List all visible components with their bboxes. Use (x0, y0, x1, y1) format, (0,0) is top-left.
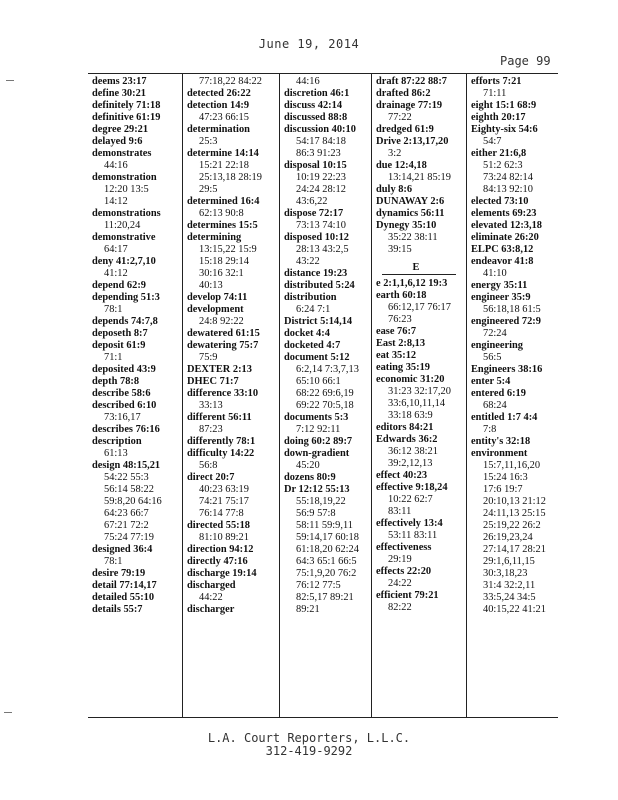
index-entry: demonstration (92, 172, 157, 183)
index-entry-continuation: 69:22 70:5,18 (296, 400, 354, 411)
index-entry: directed 55:18 (187, 520, 251, 531)
index-entry: depend 62:9 (92, 280, 146, 291)
index-entry-continuation: 35:22 38:11 (388, 232, 438, 243)
index-entry: energy 35:11 (471, 280, 528, 291)
index-entry-continuation: 61:13 (104, 448, 128, 459)
index-entry: determination (187, 124, 250, 135)
index-entry: determined 16:4 (187, 196, 260, 207)
index-entry: effect 40:23 (376, 470, 428, 481)
index-entry-continuation: 10:22 62:7 (388, 494, 433, 505)
index-entry-continuation: 65:10 66:1 (296, 376, 341, 387)
index-entry: demonstrations (92, 208, 161, 219)
index-entry: disposal 10:15 (284, 160, 347, 171)
index-entry: disposed 10:12 (284, 232, 349, 243)
index-entry: describe 58:6 (92, 388, 151, 399)
index-entry: difficulty 14:22 (187, 448, 255, 459)
index-entry: design 48:15,21 (92, 460, 161, 471)
index-entry: detection 14:9 (187, 100, 250, 111)
index-entry: determines 15:5 (187, 220, 258, 231)
index-entry: editors 84:21 (376, 422, 434, 433)
index-entry-continuation: 43:6,22 (296, 196, 328, 207)
index-entry-continuation: 74:21 75:17 (199, 496, 249, 507)
index-entry-continuation: 68:24 (483, 400, 507, 411)
index-entry: detected 26:22 (187, 88, 251, 99)
index-entry: difference 33:10 (187, 388, 259, 399)
index-entry-continuation: 33:6,10,11,14 (388, 398, 446, 409)
index-entry-continuation: 11:20,24 (104, 220, 141, 231)
index-entry-continuation: 89:21 (296, 604, 320, 615)
index-entry-continuation: 56:14 58:22 (104, 484, 154, 495)
index-entry-continuation: 77:18,22 84:22 (199, 76, 262, 87)
index-entry: dredged 61:9 (376, 124, 434, 135)
index-entry-continuation: 17:6 19:7 (483, 484, 523, 495)
index-entry-continuation: 41:12 (104, 268, 128, 279)
index-entry: efficient 79:21 (376, 590, 439, 601)
index-entry: due 12:4,18 (376, 160, 427, 171)
index-entry: degree 29:21 (92, 124, 149, 135)
index-entry: down-gradient (284, 448, 350, 459)
index-entry: Dynegy 35:10 (376, 220, 437, 231)
index-entry-continuation: 73:24 82:14 (483, 172, 533, 183)
index-entry: District 5:14,14 (284, 316, 353, 327)
index-entry-continuation: 86:3 91:23 (296, 148, 341, 159)
index-entry: draft 87:22 88:7 (376, 76, 447, 87)
index-entry-continuation: 82:22 (388, 602, 412, 613)
index-entry-continuation: 77:22 (388, 112, 412, 123)
index-entry-continuation: 64:17 (104, 244, 128, 255)
index-entry-continuation: 39:2,12,13 (388, 458, 433, 469)
index-entry-continuation: 75:1,9,20 76:2 (296, 568, 357, 579)
index-entry: dewatered 61:15 (187, 328, 260, 339)
index-entry: engineering (471, 340, 523, 351)
index-entry: effectiveness (376, 542, 432, 553)
index-entry-continuation: 28:13 43:2,5 (296, 244, 349, 255)
index-entry: discharged (187, 580, 236, 591)
index-entry: direct 20:7 (187, 472, 235, 483)
index-entry: endeavor 41:8 (471, 256, 534, 267)
index-entry: designed 36:4 (92, 544, 153, 555)
index-entry-continuation: 31:4 32:2,11 (483, 580, 536, 591)
index-entry-continuation: 64:3 65:1 66:5 (296, 556, 357, 567)
index-entry: detailed 55:10 (92, 592, 155, 603)
index-entry-continuation: 45:20 (296, 460, 320, 471)
index-entry-continuation: 68:22 69:6,19 (296, 388, 354, 399)
index-entry: dynamics 56:11 (376, 208, 445, 219)
index-entry-continuation: 15:21 22:18 (199, 160, 249, 171)
index-entry-continuation: 33:18 63:9 (388, 410, 433, 421)
index-entry: define 30:21 (92, 88, 146, 99)
index-entry-continuation: 40:23 63:19 (199, 484, 249, 495)
index-entry-continuation: 73:13 74:10 (296, 220, 346, 231)
index-entry: eight 15:1 68:9 (471, 100, 537, 111)
index-entry: East 2:8,13 (376, 338, 426, 349)
index-entry-continuation: 67:21 72:2 (104, 520, 149, 531)
index-entry: deny 41:2,7,10 (92, 256, 156, 267)
index-entry-continuation: 3:2 (388, 148, 402, 159)
index-entry: depends 74:7,8 (92, 316, 158, 327)
index-entry: doing 60:2 89:7 (284, 436, 353, 447)
index-entry-continuation: 7:8 (483, 424, 497, 435)
index-entry-continuation: 75:24 77:19 (104, 532, 154, 543)
index-entry: effective 9:18,24 (376, 482, 448, 493)
index-entry-continuation: 82:5,17 89:21 (296, 592, 354, 603)
index-entry-continuation: 29:19 (388, 554, 412, 565)
index-entry-continuation: 25:3 (199, 136, 218, 147)
index-entry: engineer 35:9 (471, 292, 531, 303)
index-entry: desire 79:19 (92, 568, 146, 579)
index-entry: Engineers 38:16 (471, 364, 543, 375)
index-entry: describes 76:16 (92, 424, 160, 435)
index-entry-continuation: 15:7,11,16,20 (483, 460, 541, 471)
section-letter: E (382, 262, 456, 275)
index-entry: drafted 86:2 (376, 88, 431, 99)
index-entry: eighth 20:17 (471, 112, 526, 123)
index-entry-continuation: 24:8 92:22 (199, 316, 244, 327)
index-entry: economic 31:20 (376, 374, 445, 385)
index-entry-continuation: 56:18,18 61:5 (483, 304, 541, 315)
index-entry: docket 4:4 (284, 328, 330, 339)
index-entry-continuation: 71:11 (483, 88, 507, 99)
index-entry-continuation: 40:13 (199, 280, 223, 291)
index-entry: elevated 12:3,18 (471, 220, 542, 231)
index-entry-continuation: 56:5 (483, 352, 502, 363)
index-entry: DHEC 71:7 (187, 376, 239, 387)
index-entry: distributed 5:24 (284, 280, 355, 291)
index-entry: documents 5:3 (284, 412, 349, 423)
index-entry: discharger (187, 604, 235, 615)
index-entry: entitled 1:7 4:4 (471, 412, 538, 423)
index-entry: ELPC 63:8,12 (471, 244, 534, 255)
index-entry: duly 8:6 (376, 184, 413, 195)
index-entry: deposited 43:9 (92, 364, 156, 375)
index-entry-continuation: 12:20 13:5 (104, 184, 149, 195)
index-entry-continuation: 43:22 (296, 256, 320, 267)
index-entry: depending 51:3 (92, 292, 160, 303)
index-entry: determine 14:14 (187, 148, 259, 159)
index-entry-continuation: 71:1 (104, 352, 123, 363)
index-entry-continuation: 73:16,17 (104, 412, 141, 423)
index-entry: DEXTER 2:13 (187, 364, 252, 375)
index-entry: Eighty-six 54:6 (471, 124, 538, 135)
index-entry: described 6:10 (92, 400, 157, 411)
index-entry: develop 74:11 (187, 292, 248, 303)
index-entry: deposit 61:9 (92, 340, 146, 351)
index-entry-continuation: 76:12 77:5 (296, 580, 341, 591)
index-entry: definitive 61:19 (92, 112, 161, 123)
index-entry: entity's 32:18 (471, 436, 531, 447)
index-entry: differently 78:1 (187, 436, 256, 447)
index-entry: directly 47:16 (187, 556, 248, 567)
index-entry: eating 35:19 (376, 362, 430, 373)
index-entry: distance 19:23 (284, 268, 348, 279)
index-entry-continuation: 25:19,22 26:2 (483, 520, 541, 531)
index-entry-continuation: 24:22 (388, 578, 412, 589)
index-column-2 (183, 74, 280, 717)
index-entry-continuation: 47:23 66:15 (199, 112, 249, 123)
index-entry-continuation: 76:14 77:8 (199, 508, 244, 519)
index-entry-continuation: 44:16 (296, 76, 320, 87)
index-entry: either 21:6,8 (471, 148, 527, 159)
index-entry-continuation: 83:11 (388, 506, 412, 517)
index-entry: details 55:7 (92, 604, 143, 615)
index-entry-continuation: 58:11 59:9,11 (296, 520, 353, 531)
index-entry-continuation: 66:12,17 76:17 (388, 302, 451, 313)
index-entry-continuation: 40:15,22 41:21 (483, 604, 546, 615)
index-entry: Edwards 36:2 (376, 434, 438, 445)
index-entry-continuation: 14:12 (104, 196, 128, 207)
index-entry-continuation: 44:22 (199, 592, 223, 603)
index-entry: elements 69:23 (471, 208, 537, 219)
index-entry-continuation: 84:13 92:10 (483, 184, 533, 195)
index-entry-continuation: 41:10 (483, 268, 507, 279)
index-entry: depth 78:8 (92, 376, 140, 387)
index-entry-continuation: 13:14,21 85:19 (388, 172, 451, 183)
index-entry: effects 22:20 (376, 566, 432, 577)
index-entry-continuation: 72:24 (483, 328, 507, 339)
index-entry: deems 23:17 (92, 76, 147, 87)
margin-mark (4, 712, 12, 713)
index-entry: demonstrates (92, 148, 152, 159)
index-entry-continuation: 10:19 22:23 (296, 172, 346, 183)
index-entry-continuation: 30:3,18,23 (483, 568, 528, 579)
index-column-3 (280, 74, 372, 717)
index-entry-continuation: 30:16 32:1 (199, 268, 244, 279)
index-entry-continuation: 59:8,20 64:16 (104, 496, 162, 507)
index-entry: different 56:11 (187, 412, 252, 423)
index-entry: detail 77:14,17 (92, 580, 157, 591)
index-entry-continuation: 24:11,13 25:15 (483, 508, 546, 519)
index-entry-continuation: 25:13,18 28:19 (199, 172, 262, 183)
index-entry: delayed 9:6 (92, 136, 143, 147)
footer-company: L.A. Court Reporters, L.L.C. (207, 731, 411, 745)
index-entry: demonstrative (92, 232, 156, 243)
index-entry: discussion 40:10 (284, 124, 356, 135)
index-entry-continuation: 56:9 57:8 (296, 508, 336, 519)
index-entry-continuation: 62:13 90:8 (199, 208, 244, 219)
index-entry-continuation: 31:23 32:17,20 (388, 386, 451, 397)
index-column-5 (467, 74, 558, 717)
index-entry-continuation: 6:24 7:1 (296, 304, 331, 315)
index-entry-continuation: 6:2,14 7:3,7,13 (296, 364, 359, 375)
index-entry-continuation: 39:15 (388, 244, 412, 255)
index-entry: efforts 7:21 (471, 76, 522, 87)
index-entry: eat 35:12 (376, 350, 417, 361)
index-entry-continuation: 29:1,6,11,15 (483, 556, 535, 567)
index-entry: development (187, 304, 244, 315)
index-column-4 (372, 74, 467, 717)
index-entry-continuation: 61:18,20 62:24 (296, 544, 359, 555)
index-entry: DUNAWAY 2:6 (376, 196, 445, 207)
index-entry-continuation: 27:14,17 28:21 (483, 544, 546, 555)
footer-phone: 312-419-9292 (265, 744, 353, 758)
index-entry-continuation: 24:24 28:12 (296, 184, 346, 195)
index-entry: discretion 46:1 (284, 88, 350, 99)
index-entry-continuation: 55:18,19,22 (296, 496, 346, 507)
index-entry-continuation: 29:5 (199, 184, 218, 195)
index-entry-continuation: 33:13 (199, 400, 223, 411)
index-entry-continuation: 15:24 16:3 (483, 472, 528, 483)
index-entry-continuation: 36:12 38:21 (388, 446, 438, 457)
index-entry: drainage 77:19 (376, 100, 443, 111)
index-entry: document 5:12 (284, 352, 350, 363)
index-entry-continuation: 54:22 55:3 (104, 472, 149, 483)
index-entry: definitely 71:18 (92, 100, 161, 111)
index-entry-continuation: 54:17 84:18 (296, 136, 346, 147)
index-entry: deposeth 8:7 (92, 328, 148, 339)
index-entry: dispose 72:17 (284, 208, 344, 219)
index-entry-continuation: 53:11 83:11 (388, 530, 438, 541)
index-entry-continuation: 78:1 (104, 556, 123, 567)
index-entry: dozens 80:9 (284, 472, 336, 483)
index-entry-continuation: 87:23 (199, 424, 223, 435)
index-entry-continuation: 51:2 62:3 (483, 160, 523, 171)
index-entry: determining (187, 232, 242, 243)
index-entry: elected 73:10 (471, 196, 529, 207)
index-entry-continuation: 15:18 29:14 (199, 256, 249, 267)
transcript-date: June 19, 2014 (258, 37, 360, 51)
index-entry: discharge 19:14 (187, 568, 257, 579)
index-entry-continuation: 81:10 89:21 (199, 532, 249, 543)
index-table (88, 73, 558, 718)
index-entry-continuation: 75:9 (199, 352, 218, 363)
index-entry: e 2:1,1,6,12 19:3 (376, 278, 448, 289)
index-entry: dewatering 75:7 (187, 340, 259, 351)
index-entry: enter 5:4 (471, 376, 511, 387)
index-entry-continuation: 33:5,24 34:5 (483, 592, 536, 603)
index-entry: environment (471, 448, 528, 459)
page-number: Page 99 (500, 54, 551, 68)
index-entry: ease 76:7 (376, 326, 417, 337)
index-entry-continuation: 59:14,17 60:18 (296, 532, 359, 543)
index-entry: distribution (284, 292, 337, 303)
index-entry: direction 94:12 (187, 544, 254, 555)
index-entry-continuation: 20:10,13 21:12 (483, 496, 546, 507)
index-entry-continuation: 26:19,23,24 (483, 532, 533, 543)
index-entry-continuation: 76:23 (388, 314, 412, 325)
index-entry-continuation: 7:12 92:11 (296, 424, 341, 435)
index-entry-continuation: 13:15,22 15:9 (199, 244, 257, 255)
index-entry: discussed 88:8 (284, 112, 348, 123)
index-entry: Dr 12:12 55:13 (284, 484, 350, 495)
index-entry: engineered 72:9 (471, 316, 541, 327)
index-column-1 (88, 74, 183, 717)
margin-mark (6, 80, 14, 81)
index-entry-continuation: 44:16 (104, 160, 128, 171)
index-entry: eliminate 26:20 (471, 232, 539, 243)
index-entry: discuss 42:14 (284, 100, 343, 111)
index-entry: Drive 2:13,17,20 (376, 136, 449, 147)
index-entry: earth 60:18 (376, 290, 427, 301)
index-entry: effectively 13:4 (376, 518, 443, 529)
index-entry: description (92, 436, 142, 447)
index-entry-continuation: 78:1 (104, 304, 123, 315)
index-entry-continuation: 64:23 66:7 (104, 508, 149, 519)
index-entry-continuation: 54:7 (483, 136, 502, 147)
index-entry: docketed 4:7 (284, 340, 341, 351)
index-entry-continuation: 56:8 (199, 460, 218, 471)
index-entry: entered 6:19 (471, 388, 526, 399)
